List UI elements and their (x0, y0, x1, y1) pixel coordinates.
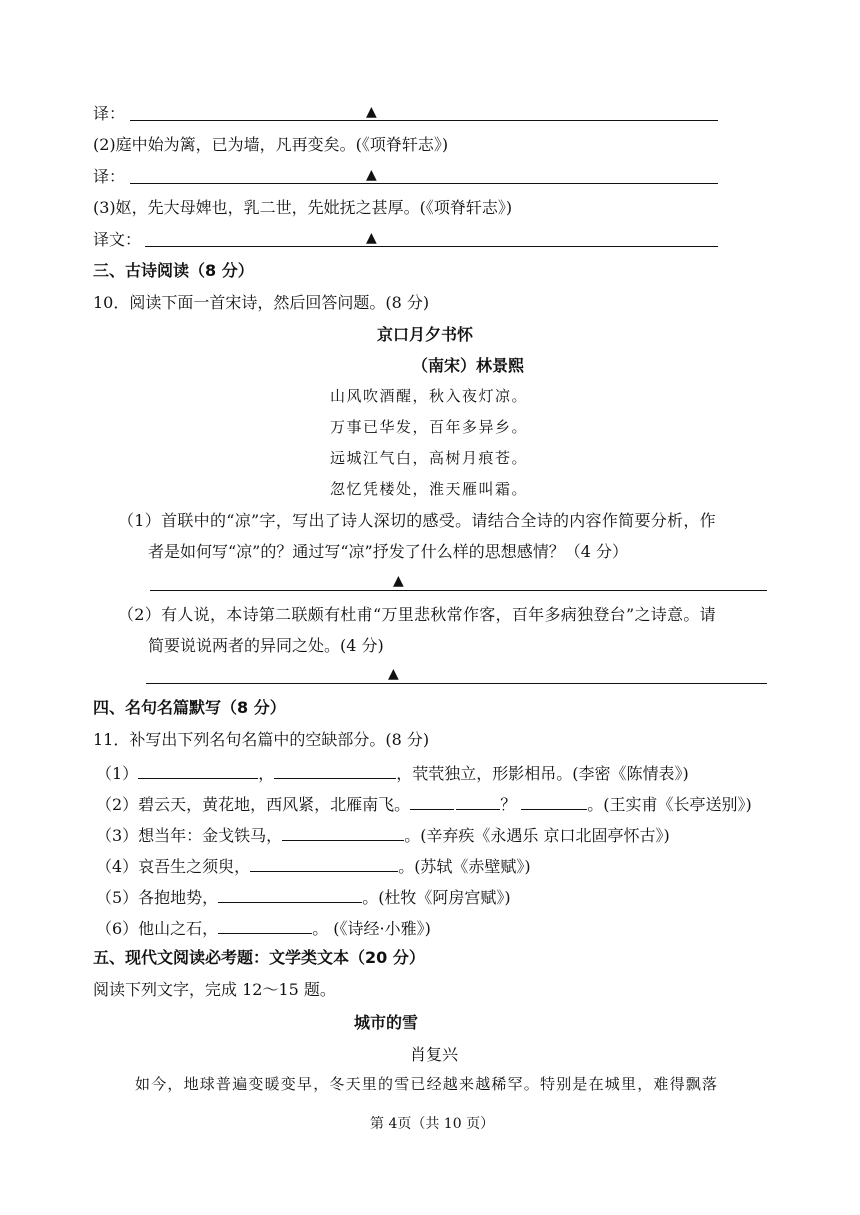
answer-marker-1: ▲ (366, 104, 377, 120)
answer-marker-4: ▲ (393, 573, 404, 589)
answer-line-2[interactable] (130, 183, 718, 184)
recitation-item-2-source: 。(王实甫《长亭送别》) (587, 795, 752, 814)
poem-line-2: 万事已华发，百年多异乡。 (330, 418, 529, 436)
article-author: 肖复兴 (410, 1045, 459, 1064)
recitation-item-1-text: ，茕茕独立，形影相吊。(李密《陈情表》) (396, 764, 689, 783)
answer-line-4[interactable] (150, 590, 767, 591)
recitation-item-1-number: （1） (96, 764, 139, 783)
poem-line-1: 山风吹酒醒，秋入夜灯凉。 (330, 387, 529, 405)
recitation-item-2-mark: ？ (500, 795, 517, 814)
answer-marker-3: ▲ (366, 230, 377, 246)
recitation-item-1-separator: ， (258, 764, 275, 783)
recitation-item-5-text: （5）各抱地势， (96, 888, 219, 907)
article-first-line: 如今，地球普遍变暖变早，冬天里的雪已经越来越稀罕。特别是在城里，难得飘落 (135, 1075, 719, 1093)
answer-marker-5: ▲ (388, 666, 399, 682)
section-heading-poetry: 三、古诗阅读（8 分） (93, 261, 254, 280)
fill-blank-5[interactable] (218, 886, 362, 903)
recitation-item-6-source: 。 (《诗经·小雅》) (312, 919, 431, 938)
answer-line-1[interactable] (130, 120, 718, 121)
recitation-item-3 (96, 824, 670, 845)
fill-blank-4[interactable] (250, 855, 398, 872)
classical-sentence-2: (2)庭中始为篱，已为墙，凡再变矣。(《项脊轩志》) (93, 135, 449, 154)
fill-blank-3[interactable] (282, 824, 404, 841)
answer-line-3[interactable] (145, 246, 718, 247)
poem-line-3: 远城江气白，高树月痕苍。 (330, 449, 529, 467)
recitation-item-4-source: 。(苏轼《赤壁赋》) (398, 857, 531, 876)
recitation-item-5-source: 。(杜牧《阿房宫赋》) (362, 888, 511, 907)
page-number: 第 4页（共 10 页） (370, 1116, 495, 1132)
section-heading-modern-reading: 五、现代文阅读必考题：文学类文本（20 分） (93, 948, 425, 967)
translation-label-2: 译： (93, 167, 126, 186)
recitation-item-6-text: （6）他山之石， (96, 919, 219, 938)
article-title: 城市的雪 (354, 1013, 419, 1032)
sub-question-1-line-2: 者是如何写“凉”的？通过写“凉”抒发了什么样的思想感情？（4 分） (148, 542, 628, 561)
sub-question-2-line-2: 简要说说两者的异同之处。(4 分) (148, 636, 384, 655)
classical-sentence-3: (3)妪，先大母婢也，乳二世，先妣抚之甚厚。(《项脊轩志》) (93, 198, 513, 217)
answer-line-5[interactable] (146, 683, 767, 684)
poem-title: 京口月夕书怀 (377, 325, 474, 344)
sub-question-2-line-1: （2）有人说，本诗第二联颇有杜甫“万里悲秋常作客，百年多病独登台”之诗意。请 (118, 605, 716, 624)
fill-blank-2a[interactable] (410, 793, 454, 810)
reading-instruction: 阅读下列文字，完成 12～15 题。 (93, 980, 336, 999)
sub-question-1-line-1: （1）首联中的“凉”字，写出了诗人深切的感受。请结合全诗的内容作简要分析，作 (118, 511, 716, 530)
recitation-item-1 (96, 762, 689, 783)
fill-blank-1b[interactable] (274, 762, 396, 779)
recitation-item-4-text: （4）哀吾生之须臾， (96, 857, 251, 876)
answer-marker-2: ▲ (366, 167, 377, 183)
translation-label-3: 译文： (93, 230, 142, 249)
recitation-item-2-text: （2）碧云天，黄花地，西风紧，北雁南飞。 (96, 795, 411, 814)
question-10: 10．阅读下面一首宋诗，然后回答问题。(8 分) (93, 293, 430, 312)
recitation-item-6 (96, 917, 431, 938)
recitation-item-3-text: （3）想当年：金戈铁马， (96, 826, 283, 845)
fill-blank-2b[interactable] (456, 793, 500, 810)
recitation-item-3-source: 。(辛弃疾《永遇乐 京口北固亭怀古》) (404, 826, 670, 845)
recitation-item-4 (96, 855, 531, 876)
fill-blank-2c[interactable] (521, 793, 587, 810)
poem-author: （南宋）林景熙 (412, 356, 525, 375)
recitation-item-2 (96, 793, 752, 814)
recitation-item-5 (96, 886, 511, 907)
section-heading-recitation: 四、名句名篇默写（8 分） (93, 698, 286, 717)
question-11: 11．补写出下列名句名篇中的空缺部分。(8 分) (93, 730, 430, 749)
fill-blank-6[interactable] (218, 917, 312, 934)
fill-blank-1a[interactable] (138, 762, 258, 779)
translation-label-1: 译： (93, 104, 126, 123)
poem-line-4: 忽忆凭楼处，淮天雁叫霜。 (330, 480, 529, 498)
